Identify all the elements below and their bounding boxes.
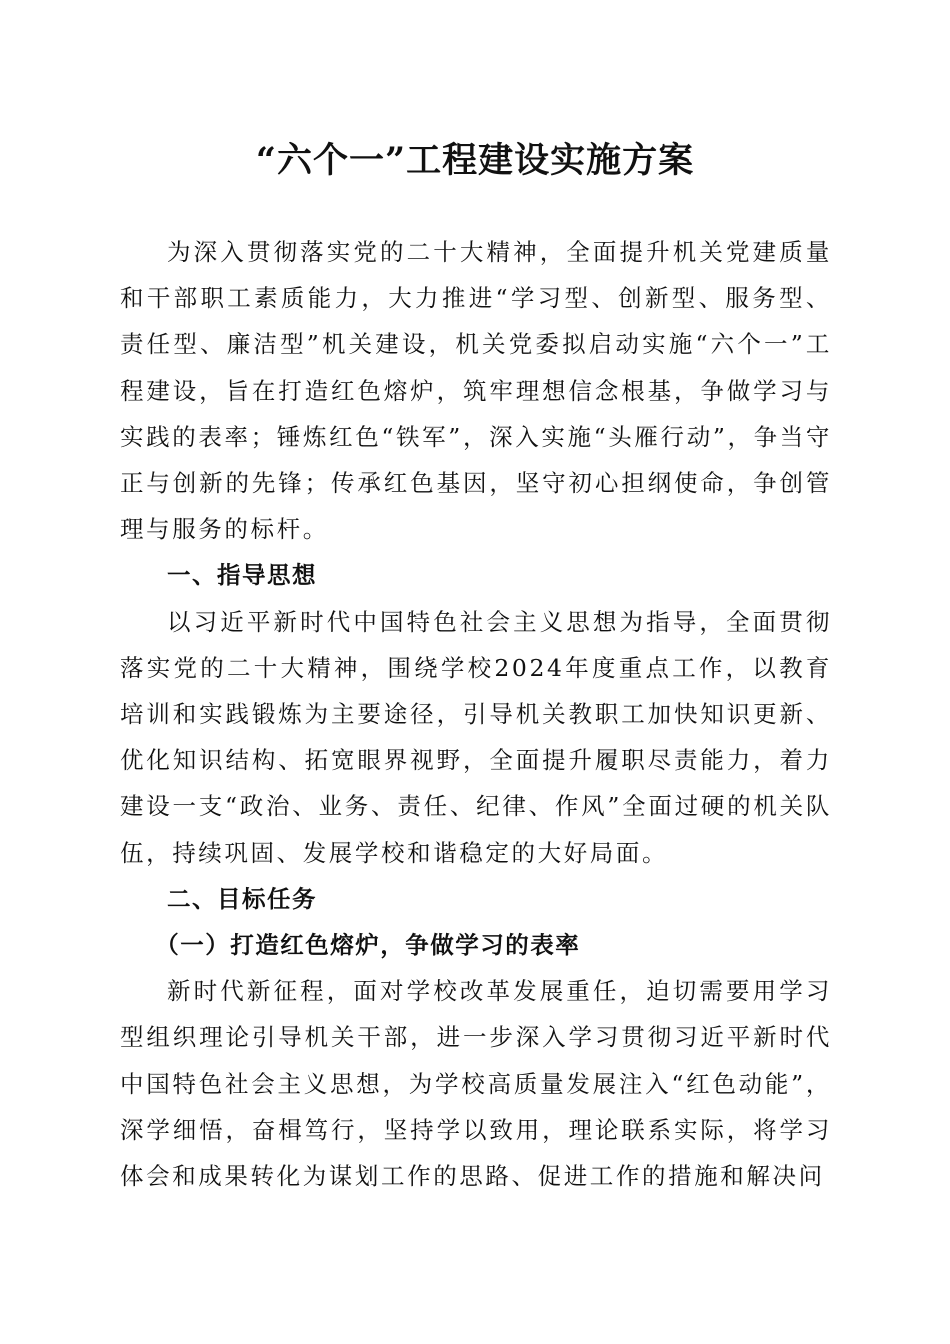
section-heading-guiding-ideology: 一、指导思想 (167, 561, 317, 590)
intro-paragraph: 为深入贯彻落实党的二十大精神，全面提升机关党建质量和干部职工素质能力，大力推进“学习型、创新型、服务型、责任型、廉洁型”机关建设，机关党委拟启动实施“六个一”工程建设，旨在打造红色熔炉，筑牢理想信念根基，争做学习与实践的表率；锤炼红色“铁军”，深入实施“头雁行动”，争当守正与创新的先锋；传承红色基因，坚守初心担纲使命，争创管理与服务的标杆。 (120, 238, 832, 544)
red-furnace-paragraph: 新时代新征程，面对学校改革发展重任，迫切需要用学习型组织理论引导机关干部，进一步深入学习贯彻习近平新时代中国特色社会主义思想，为学校高质量发展注入“红色动能”，深学细悟，奋楫笃行，坚持学以致用，理论联系实际，将学习体会和成果转化为谋划工作的思路、促进工作的措施和解决问 (120, 977, 832, 1191)
section-heading-goals-tasks: 二、目标任务 (167, 884, 317, 913)
subsection-heading-red-furnace: （一）打造红色熔炉，争做学习的表率 (155, 931, 581, 960)
document-body (120, 229, 832, 1199)
document-title: “六个一”工程建设实施方案 (255, 140, 695, 181)
guiding-ideology-paragraph: 以习近平新时代中国特色社会主义思想为指导，全面贯彻落实党的二十大精神，围绕学校2024年度重点工作，以教育培训和实践锻炼为主要途径，引导机关教职工加快知识更新、优化知识结构、拓宽眼界视野，全面提升履职尽责能力，着力建设一支“政治、业务、责任、纪律、作风”全面过硬的机关队伍，持续巩固、发展学校和谐稳定的大好局面。 (120, 607, 832, 867)
